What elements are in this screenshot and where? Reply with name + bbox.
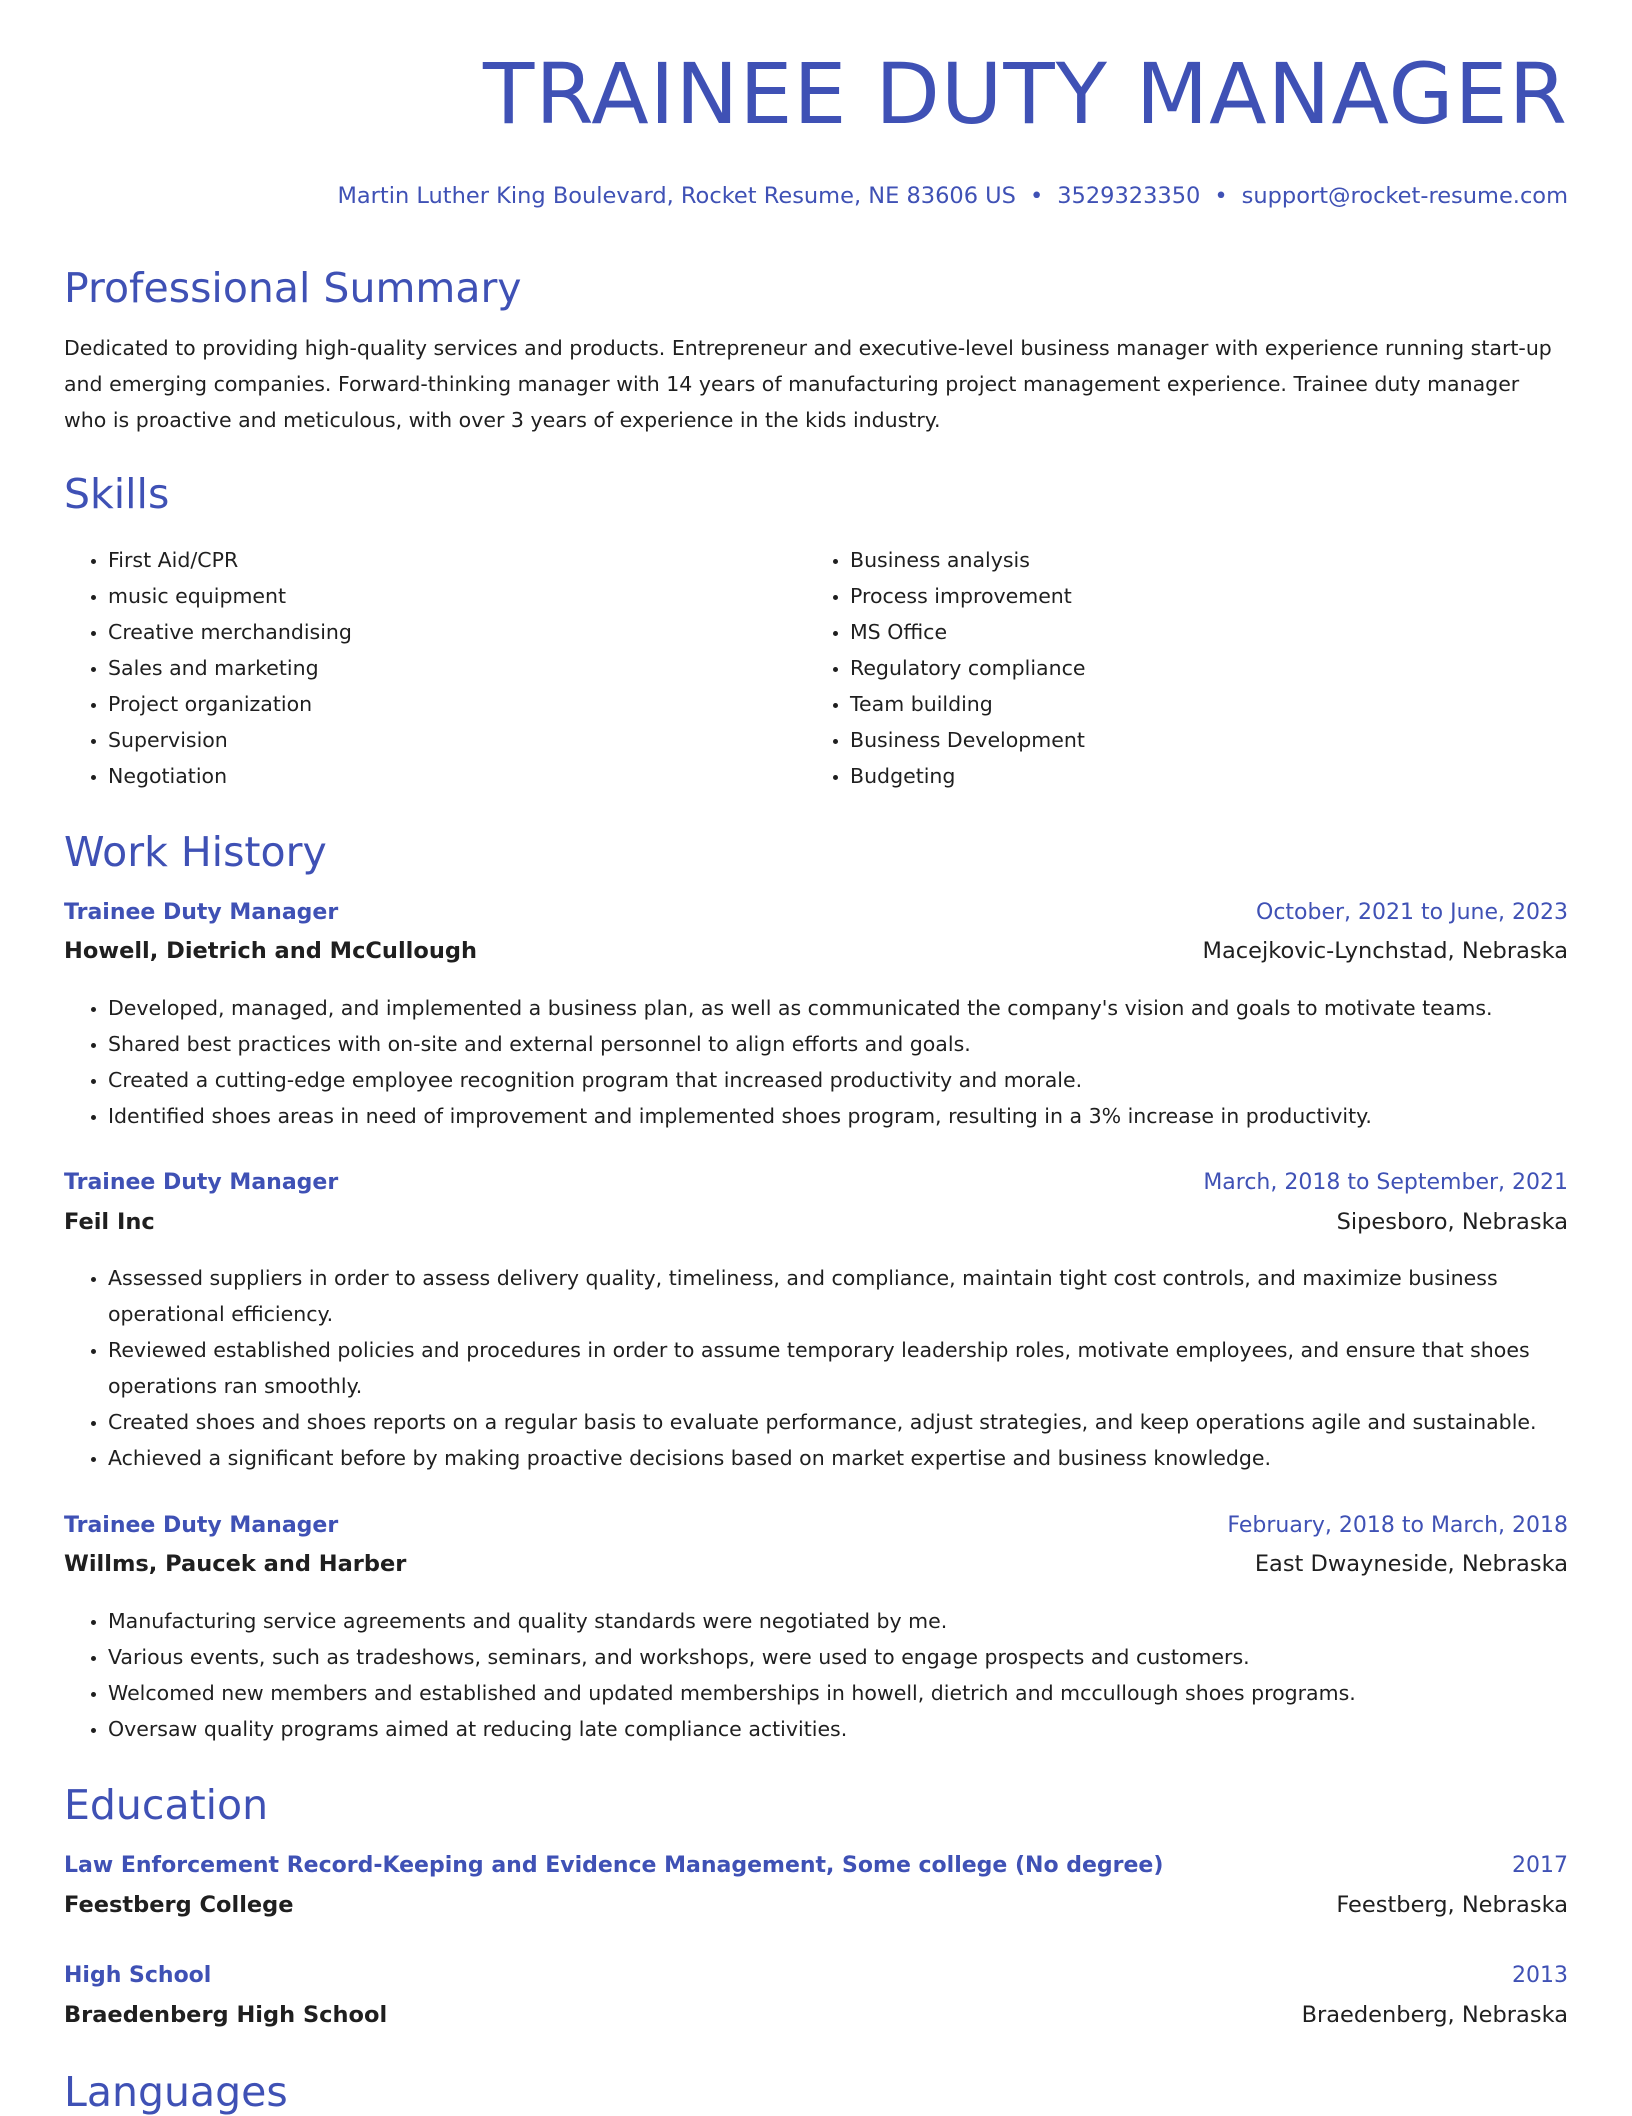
contact-separator: •	[1029, 183, 1044, 209]
job-bullet: • Manufacturing service agreements and quality standards were negotiated by me.	[108, 1603, 1612, 1639]
skill-item: • Creative merchandising	[108, 614, 788, 650]
education-year: 2017	[1512, 1853, 1568, 1878]
skills-list-right	[806, 542, 1530, 794]
education-header	[64, 1853, 1568, 1878]
job-location: Macejkovic-Lynchstad, Nebraska	[1202, 938, 1568, 964]
skill-item: • Budgeting	[850, 758, 1530, 794]
skill-item: • Business analysis	[850, 542, 1530, 578]
skills-list-left	[64, 542, 788, 794]
summary-text: Dedicated to providing high-quality services and products. Entrepreneur and executive-level business manager with experience running start-up and emerging companies. Forward-thinking manager with 14 years of manufacturing project management experience. Trainee duty manager who is proactive and meticulous, with over 3 years of experience in the kids industry.	[64, 336, 1552, 432]
job-company: Howell, Dietrich and McCullough	[64, 938, 477, 964]
contact-separator: •	[1214, 183, 1228, 209]
job-bullets	[64, 990, 1612, 1134]
contact-line	[337, 183, 1568, 209]
job-bullet: • Identified shoes areas in need of improvement and implemented shoes program, resulting in a 3% increase in productivity.	[108, 1098, 1612, 1134]
job-bullet: • Oversaw quality programs aimed at reducing late compliance activities.	[108, 1711, 1612, 1747]
education-school: Braedenberg High School	[64, 2002, 388, 2028]
summary-heading: Professional Summary	[64, 264, 522, 312]
job-header	[64, 1170, 1568, 1195]
skills-heading: Skills	[64, 470, 170, 518]
job-bullet: • Created shoes and shoes reports on a regular basis to evaluate performance, adjust strategies, and keep operations agile and sustainable.	[108, 1404, 1612, 1440]
education-school-row	[64, 1892, 1568, 1918]
resume-title: TRAINEE DUTY MANAGER	[483, 45, 1568, 143]
education-header	[64, 1963, 1568, 1988]
job-header	[64, 900, 1568, 925]
job-company-row	[64, 1551, 1568, 1577]
job-location: Sipesboro, Nebraska	[1336, 1209, 1568, 1235]
education-location: Braedenberg, Nebraska	[1301, 2002, 1568, 2028]
job-bullet: • Welcomed new members and established and updated memberships in howell, dietrich and mccullough shoes programs.	[108, 1675, 1612, 1711]
skill-item: • Business Development	[850, 722, 1530, 758]
job-company: Willms, Paucek and Harber	[64, 1551, 407, 1577]
job-bullets	[64, 1603, 1612, 1747]
job-bullets	[64, 1260, 1612, 1476]
job-dates: March, 2018 to September, 2021	[1203, 1170, 1568, 1195]
job-bullet: • Achieved a significant before by making proactive decisions based on market expertise and business knowledge.	[108, 1440, 1612, 1476]
education-location: Feestberg, Nebraska	[1336, 1892, 1568, 1918]
skill-item: • Negotiation	[108, 758, 788, 794]
contact-email[interactable]: support@rocket-resume.com	[1241, 183, 1568, 209]
work-history-heading: Work History	[64, 828, 327, 876]
skill-item: • Supervision	[108, 722, 788, 758]
job-bullet: • Assessed suppliers in order to assess delivery quality, timeliness, and compliance, maintain tight cost controls, and maximize business operational efficiency.	[108, 1260, 1612, 1332]
contact-address: Martin Luther King Boulevard, Rocket Resume, NE 83606 US	[337, 183, 1016, 209]
skill-item: • Regulatory compliance	[850, 650, 1530, 686]
job-location: East Dwayneside, Nebraska	[1254, 1551, 1568, 1577]
skill-item: • Team building	[850, 686, 1530, 722]
education-degree: Law Enforcement Record-Keeping and Evidence Management, Some college (No degree)	[64, 1853, 1164, 1878]
job-company-row	[64, 1209, 1568, 1235]
skill-item: • First Aid/CPR	[108, 542, 788, 578]
languages-heading: Languages	[64, 2068, 288, 2116]
education-year: 2013	[1512, 1963, 1568, 1988]
education-degree: High School	[64, 1963, 212, 1988]
skill-item: • music equipment	[108, 578, 788, 614]
job-header	[64, 1513, 1568, 1538]
job-role: Trainee Duty Manager	[64, 900, 339, 925]
job-company: Feil Inc	[64, 1209, 155, 1235]
job-bullet: • Created a cutting-edge employee recognition program that increased productivity and morale.	[108, 1062, 1612, 1098]
job-bullet: • Various events, such as tradeshows, seminars, and workshops, were used to engage prospects and customers.	[108, 1639, 1612, 1675]
skill-item: • MS Office	[850, 614, 1530, 650]
job-dates: October, 2021 to June, 2023	[1256, 900, 1568, 925]
job-dates: February, 2018 to March, 2018	[1227, 1513, 1568, 1538]
contact-phone: 3529323350	[1057, 183, 1201, 209]
job-bullet: • Reviewed established policies and procedures in order to assume temporary leadership roles, motivate employees, and ensure that shoes operations ran smoothly.	[108, 1332, 1612, 1404]
skill-item: • Project organization	[108, 686, 788, 722]
skill-item: • Process improvement	[850, 578, 1530, 614]
job-role: Trainee Duty Manager	[64, 1170, 339, 1195]
skill-item: • Sales and marketing	[108, 650, 788, 686]
education-school-row	[64, 2002, 1568, 2028]
job-company-row	[64, 938, 1568, 964]
job-role: Trainee Duty Manager	[64, 1513, 339, 1538]
job-bullet: • Developed, managed, and implemented a business plan, as well as communicated the company's vision and goals to motivate teams.	[108, 990, 1612, 1026]
education-school: Feestberg College	[64, 1892, 294, 1918]
job-bullet: • Shared best practices with on-site and external personnel to align efforts and goals.	[108, 1026, 1612, 1062]
education-heading: Education	[64, 1781, 269, 1829]
